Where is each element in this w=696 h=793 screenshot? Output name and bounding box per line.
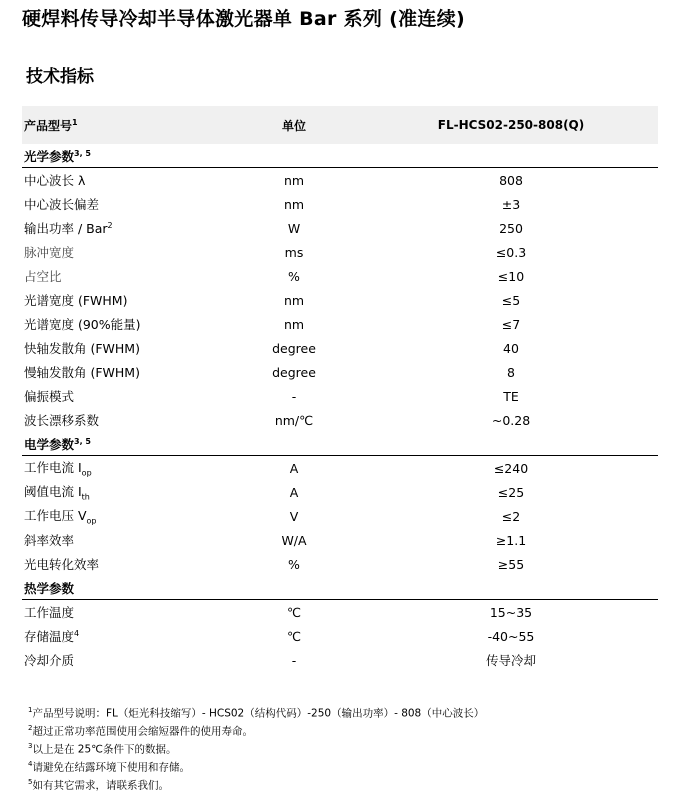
- thermal-rows: [22, 600, 658, 672]
- param-name: 光电转化效率: [24, 557, 100, 572]
- table-header: [22, 106, 658, 144]
- param-unit: W/A: [281, 532, 307, 548]
- param-name: 快轴发散角 (FWHM): [24, 341, 140, 356]
- param-unit: A: [289, 460, 299, 476]
- param-value: ≤0.3: [495, 244, 527, 260]
- footnotes: [28, 703, 484, 793]
- footnote: $^4$请避免在结露环境下使用和存储。: [28, 760, 190, 774]
- param-unit: ℃: [286, 604, 302, 620]
- param-name: 工作电压 $V_{op}$: [24, 508, 97, 526]
- param-name: 存储温度$^4$: [24, 628, 80, 644]
- table-row: [22, 384, 658, 408]
- param-value: ≤240: [493, 460, 529, 476]
- param-value: 40: [503, 340, 519, 356]
- param-name: 阈值电流 $I_{th}$: [24, 484, 90, 502]
- param-value: 808: [499, 172, 523, 188]
- param-value: 8: [507, 364, 515, 380]
- electrical-rows: [22, 456, 658, 576]
- section-electrical: 电学参数$^{3, 5}$: [22, 432, 658, 456]
- param-unit: %: [288, 268, 300, 284]
- table-row: [22, 360, 658, 384]
- section-heading-specs: 技术指标: [26, 67, 94, 87]
- param-name: 占空比: [24, 269, 62, 284]
- param-name: 中心波长偏差: [24, 197, 100, 212]
- param-unit: W: [287, 220, 301, 236]
- param-name: 光谱宽度 (FWHM): [24, 293, 128, 308]
- footnote: $^1$产品型号说明：FL（炬光科技缩写）- HCS02（结构代码）-250（输出功率）- 808（中心波长）: [28, 706, 485, 720]
- param-unit: nm: [283, 292, 305, 308]
- param-value: ≥55: [497, 556, 525, 572]
- section-thermal: 热学参数: [22, 576, 658, 600]
- table-row: [22, 336, 658, 360]
- param-name: 斜率效率: [24, 533, 75, 548]
- table-row: [22, 504, 658, 528]
- table-row: [22, 456, 658, 480]
- param-name: 输出功率 / Bar$^2$: [24, 220, 113, 236]
- table-row: [22, 600, 658, 624]
- param-unit: -: [291, 652, 297, 668]
- param-unit: degree: [272, 364, 316, 380]
- param-value: 15~35: [489, 604, 533, 620]
- param-value: ≤25: [497, 484, 525, 500]
- table-row: [22, 624, 658, 648]
- header-model-number: FL-HCS02-250-808(Q): [437, 118, 585, 132]
- table-row: [22, 312, 658, 336]
- param-value: ≥1.1: [495, 532, 527, 548]
- table-row: [22, 408, 658, 432]
- param-value: ±3: [501, 196, 521, 212]
- param-name: 工作温度: [24, 605, 75, 620]
- param-name: 慢轴发散角 (FWHM): [24, 365, 140, 380]
- table-row: [22, 240, 658, 264]
- param-name: 冷却介质: [24, 653, 75, 668]
- param-name: 中心波长 λ: [24, 173, 86, 188]
- table-row: [22, 648, 658, 672]
- param-value: ≤5: [501, 292, 521, 308]
- param-unit: nm/℃: [274, 412, 314, 428]
- table-row: [22, 288, 658, 312]
- param-value: 传导冷却: [485, 653, 536, 668]
- param-unit: %: [288, 556, 300, 572]
- footnote: $^2$超过正常功率范围使用会缩短器件的使用寿命。: [28, 724, 253, 738]
- param-unit: -: [291, 388, 297, 404]
- param-value: ~0.28: [491, 412, 531, 428]
- param-name: 波长漂移系数: [24, 413, 100, 428]
- param-value: 250: [499, 220, 523, 236]
- header-model: 产品型号$^1$: [24, 117, 78, 133]
- footnote: $^3$以上是在 25℃条件下的数据。: [28, 742, 177, 756]
- table-row: [22, 168, 658, 192]
- param-value: ≤10: [497, 268, 525, 284]
- param-value: ≤7: [501, 316, 521, 332]
- param-unit: nm: [283, 316, 305, 332]
- param-unit: A: [289, 484, 299, 500]
- param-name: 脉冲宽度: [24, 245, 75, 260]
- param-unit: degree: [272, 340, 316, 356]
- param-name: 偏振模式: [24, 389, 75, 404]
- footnote: $^5$如有其它需求，请联系我们。: [28, 778, 169, 792]
- header-unit: 单位: [281, 118, 306, 133]
- param-value: -40~55: [487, 628, 535, 644]
- param-name: 工作电流 $I_{op}$: [24, 460, 92, 478]
- table-row: [22, 264, 658, 288]
- table-row: [22, 528, 658, 552]
- table-row: [22, 552, 658, 576]
- section-optical: 光学参数$^{3, 5}$: [22, 144, 658, 168]
- optical-rows: [22, 168, 658, 432]
- document-title: 硬焊料传导冷却半导体激光器单 Bar 系列 (准连续): [22, 8, 465, 30]
- param-name: 光谱宽度 (90%能量): [24, 317, 141, 332]
- param-unit: V: [289, 508, 299, 524]
- param-unit: nm: [283, 172, 305, 188]
- param-value: TE: [503, 388, 519, 404]
- param-unit: ℃: [286, 628, 302, 644]
- table-row: [22, 216, 658, 240]
- param-value: ≤2: [501, 508, 521, 524]
- table-row: [22, 480, 658, 504]
- param-unit: nm: [283, 196, 305, 212]
- spec-table: [22, 106, 658, 672]
- table-row: [22, 192, 658, 216]
- param-unit: ms: [284, 244, 304, 260]
